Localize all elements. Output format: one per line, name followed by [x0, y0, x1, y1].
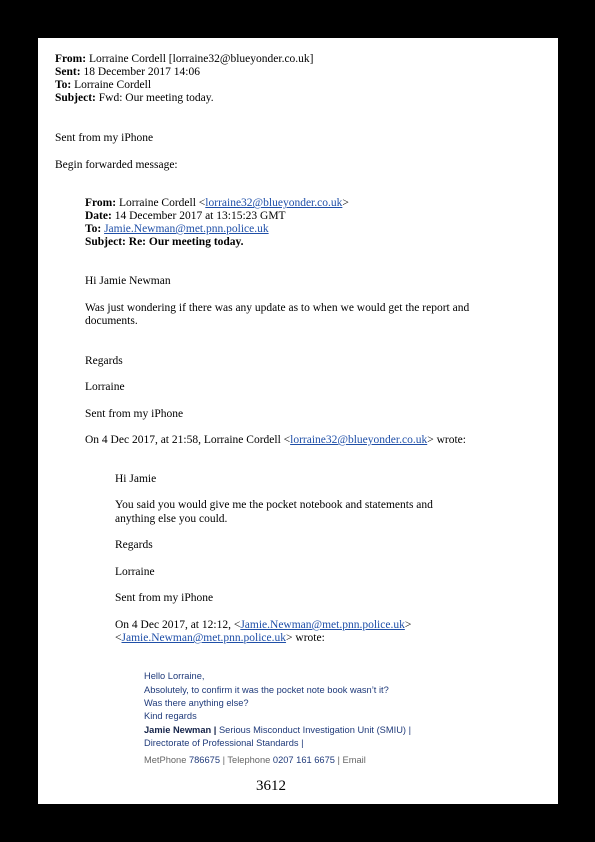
fwd-body-line2: documents. [85, 315, 138, 327]
document-page [38, 38, 558, 804]
q1-body-line2: anything else you could. [115, 513, 228, 525]
q2-tel-label: | Telephone [220, 755, 273, 765]
fwd-from-name: Lorraine Cordell < [118, 197, 206, 209]
q1-quote-email2-link[interactable]: Jamie.Newman@met.pnn.police.uk [121, 632, 287, 644]
q1-name: Lorraine [115, 566, 155, 578]
header-sent-value: 18 December 2017 14:06 [83, 66, 201, 78]
sent-from-iphone: Sent from my iPhone [55, 132, 154, 144]
q2-contact-line [144, 754, 366, 766]
fwd-quote-suffix: > wrote: [427, 434, 466, 446]
q1-quote-mid: > [404, 619, 412, 631]
header-to [55, 79, 151, 92]
fwd-date-label: Date: [85, 210, 112, 222]
fwd-date [85, 210, 286, 223]
q1-quote-suffix: > wrote: [286, 632, 325, 644]
fwd-to-label: To: [85, 223, 102, 235]
header-subject-label: Subject: [55, 92, 96, 104]
q1-quote-email-link[interactable]: Jamie.Newman@met.pnn.police.uk [240, 619, 405, 631]
fwd-body-line1: Was just wondering if there was any update as to when we would get the report and [85, 302, 470, 314]
q1-quote-header-line2 [115, 632, 325, 645]
fwd-sent-from: Sent from my iPhone [85, 408, 184, 420]
q2-sig-name: Jamie Newman | [144, 725, 217, 735]
fwd-regards: Regards [85, 355, 123, 367]
fwd-quote-email-link[interactable]: lorraine32@blueyonder.co.uk [290, 434, 428, 446]
begin-forwarded: Begin forwarded message: [55, 159, 178, 171]
q2-signature-line1 [144, 724, 411, 736]
q2-metphone-value: 786675 [188, 755, 220, 765]
q1-quote-header-line1 [115, 619, 411, 632]
q2-line2: Absolutely, to confirm it was the pocket note book wasn’t it? [144, 685, 389, 695]
fwd-from [85, 197, 349, 210]
header-from-label: From: [55, 53, 87, 65]
fwd-quote-prefix: On 4 Dec 2017, at 21:58, Lorraine Cordell < [85, 434, 291, 446]
q1-quote-prefix: On 4 Dec 2017, at 12:12, < [115, 619, 241, 631]
fwd-subject: Subject: Re: Our meeting today. [85, 236, 244, 248]
header-sent [55, 66, 200, 79]
header-subject-value: Fwd: Our meeting today. [98, 92, 214, 104]
q1-body-line1: You said you would give me the pocket notebook and statements and [115, 499, 433, 511]
fwd-date-value: 14 December 2017 at 13:15:23 GMT [114, 210, 286, 222]
q2-line4: Kind regards [144, 711, 197, 721]
header-from [55, 53, 314, 66]
fwd-name: Lorraine [85, 381, 125, 393]
header-to-label: To: [55, 79, 72, 91]
header-sent-label: Sent: [55, 66, 81, 78]
q2-line3: Was there anything else? [144, 698, 249, 708]
fwd-from-email-link[interactable]: lorraine32@blueyonder.co.uk [205, 197, 343, 209]
q1-regards: Regards [115, 539, 153, 551]
q2-sig-unit: Serious Misconduct Investigation Unit (SMIU) | [216, 725, 411, 735]
fwd-quote-header [85, 434, 466, 447]
header-to-value: Lorraine Cordell [74, 79, 152, 91]
fwd-to [85, 223, 269, 236]
page-number: 3612 [256, 778, 286, 794]
q2-metphone-label: MetPhone [144, 755, 189, 765]
q1-greeting: Hi Jamie [115, 473, 157, 485]
fwd-to-email-link[interactable]: Jamie.Newman@met.pnn.police.uk [104, 223, 269, 235]
q2-email-label: | Email [334, 755, 366, 765]
q2-tel-value: 0207 161 6675 [272, 755, 335, 765]
q2-signature-dir: Directorate of Professional Standards | [144, 738, 304, 748]
q2-line1: Hello Lorraine, [144, 671, 205, 681]
q1-sent-from: Sent from my iPhone [115, 592, 214, 604]
fwd-greeting: Hi Jamie Newman [85, 275, 171, 287]
fwd-from-label: From: [85, 197, 117, 209]
q1-quote-open: < [115, 632, 122, 644]
header-subject [55, 92, 214, 105]
header-from-value: Lorraine Cordell [lorraine32@blueyonder.co.uk] [88, 53, 314, 65]
fwd-from-close: > [342, 197, 349, 209]
